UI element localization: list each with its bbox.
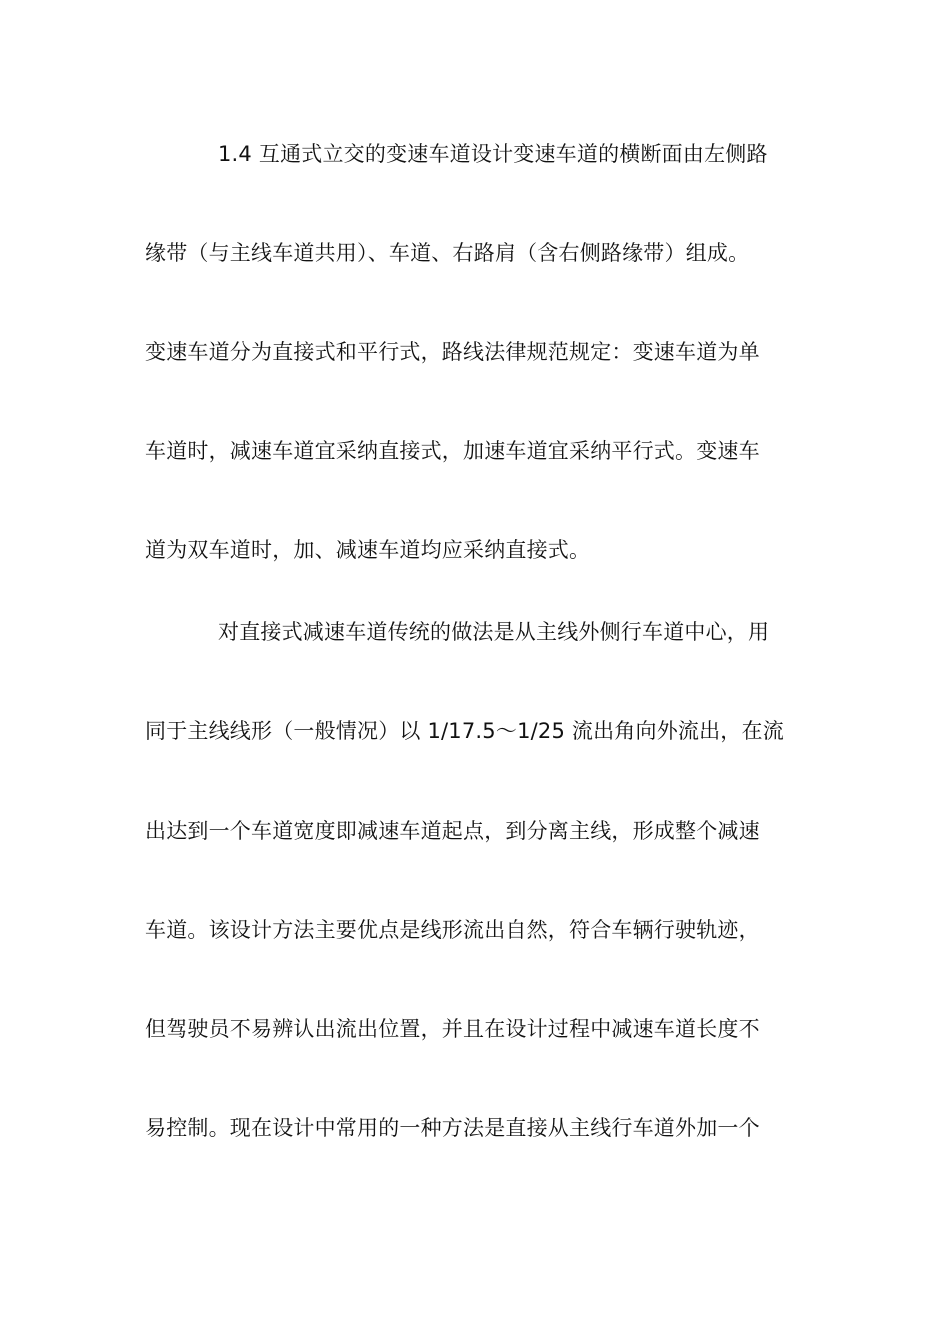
paragraph-line: 对直接式减速车道传统的做法是从主线外侧行车道中心，用 (218, 620, 770, 644)
paragraph-line: 变速车道分为直接式和平行式，路线法律规范规定：变速车道为单 (145, 340, 760, 364)
paragraph-line: 但驾驶员不易辨认出流出位置，并且在设计过程中减速车道长度不 (145, 1017, 760, 1041)
paragraph-line: 车道。该设计方法主要优点是线形流出自然，符合车辆行驶轨迹， (145, 918, 760, 942)
paragraph-line: 同于主线线形（一般情况）以 1/17.5～1/25 流出角向外流出，在流 (145, 719, 784, 743)
paragraph-line: 出达到一个车道宽度即减速车道起点，到分离主线，形成整个减速 (145, 819, 760, 843)
paragraph-line: 易控制。现在设计中常用的一种方法是直接从主线行车道外加一个 (145, 1116, 760, 1140)
paragraph-line: 缘带（与主线车道共用）、车道、右路肩（含右侧路缘带）组成。 (145, 241, 750, 265)
paragraph-line: 道为双车道时，加、减速车道均应采纳直接式。 (145, 538, 591, 562)
paragraph-line: 车道时，减速车道宜采纳直接式，加速车道宜采纳平行式。变速车 (145, 439, 760, 463)
paragraph-line: 1.4 互通式立交的变速车道设计变速车道的横断面由左侧路 (218, 142, 768, 166)
